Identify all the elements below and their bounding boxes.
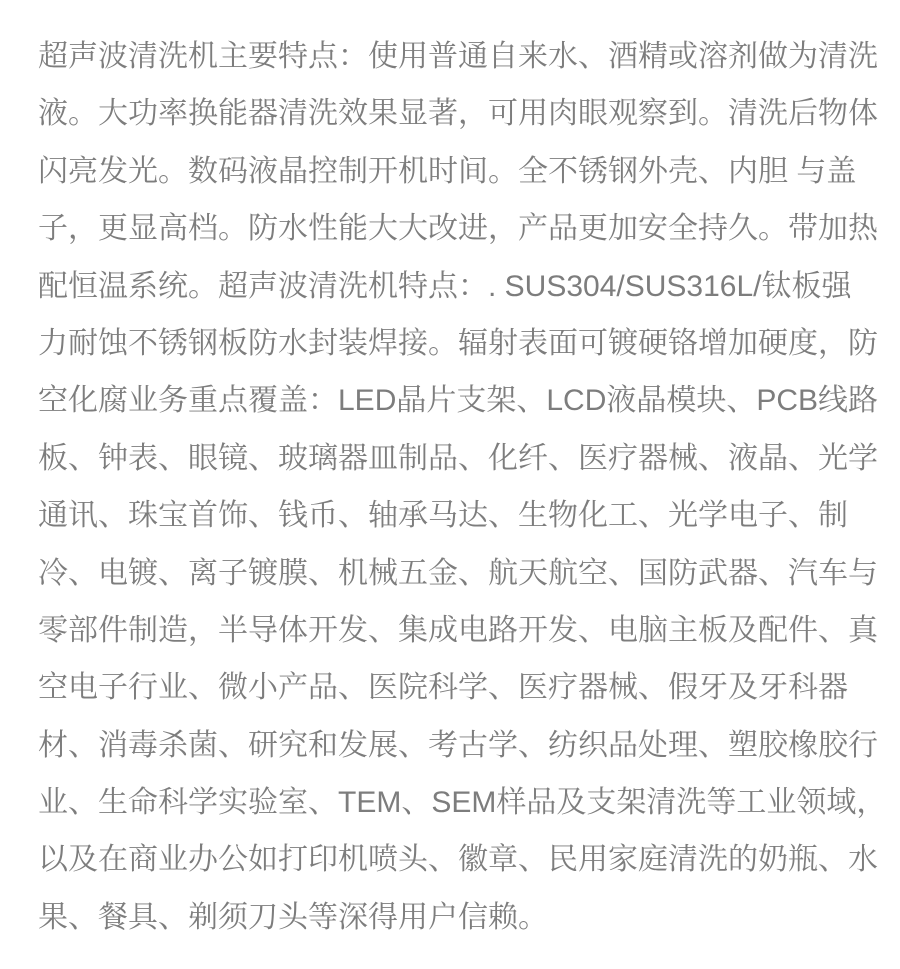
text-line: 材、消毒杀菌、研究和发展、考古学、纺织品处理、塑胶橡胶行 (38, 728, 878, 762)
text-line: 空电子行业、微小产品、医院科学、医疗器械、假牙及牙科器 (38, 671, 848, 705)
text-line: 通讯、珠宝首饰、钱币、轴承马达、生物化工、光学电子、制 (38, 499, 848, 533)
text-line: 板、钟表、眼镜、玻璃器皿制品、化纤、医疗器械、液晶、光学 (38, 441, 878, 475)
text-line: 业、生命科学实验室、TEM、SEM样品及支架清洗等工业领域， (38, 786, 887, 820)
text-line: 果、餐具、剃须刀头等深得用户信赖。 (38, 900, 548, 934)
text-line: 子，更显高档。防水性能大大改进，产品更加安全持久。带加热 (38, 212, 878, 246)
text-line: 液。大功率换能器清洗效果显著，可用肉眼观察到。清洗后物体 (38, 97, 878, 131)
text-line: 零部件制造，半导体开发、集成电路开发、电脑主板及配件、真 (38, 613, 878, 647)
text-line: 超声波清洗机主要特点：使用普通自来水、酒精或溶剂做为清洗 (38, 40, 878, 73)
product-description (38, 28, 887, 946)
text-line: 以及在商业办公如打印机喷头、徽章、民用家庭清洗的奶瓶、水 (38, 843, 878, 877)
text-line: 空化腐业务重点覆盖：LED晶片支架、LCD液晶模块、PCB线路 (38, 384, 879, 418)
text-line: 冷、电镀、离子镀膜、机械五金、航天航空、国防武器、汽车与 (38, 556, 878, 590)
text-line: 配恒温系统。超声波清洗机特点：. SUS304/SUS316L/钛板强 (38, 269, 852, 303)
text-line: 闪亮发光。数码液晶控制开机时间。全不锈钢外壳、内胆 与盖 (38, 154, 857, 188)
text-line: 力耐蚀不锈钢板防水封装焊接。辐射表面可镀硬铬增加硬度，防 (38, 326, 878, 360)
